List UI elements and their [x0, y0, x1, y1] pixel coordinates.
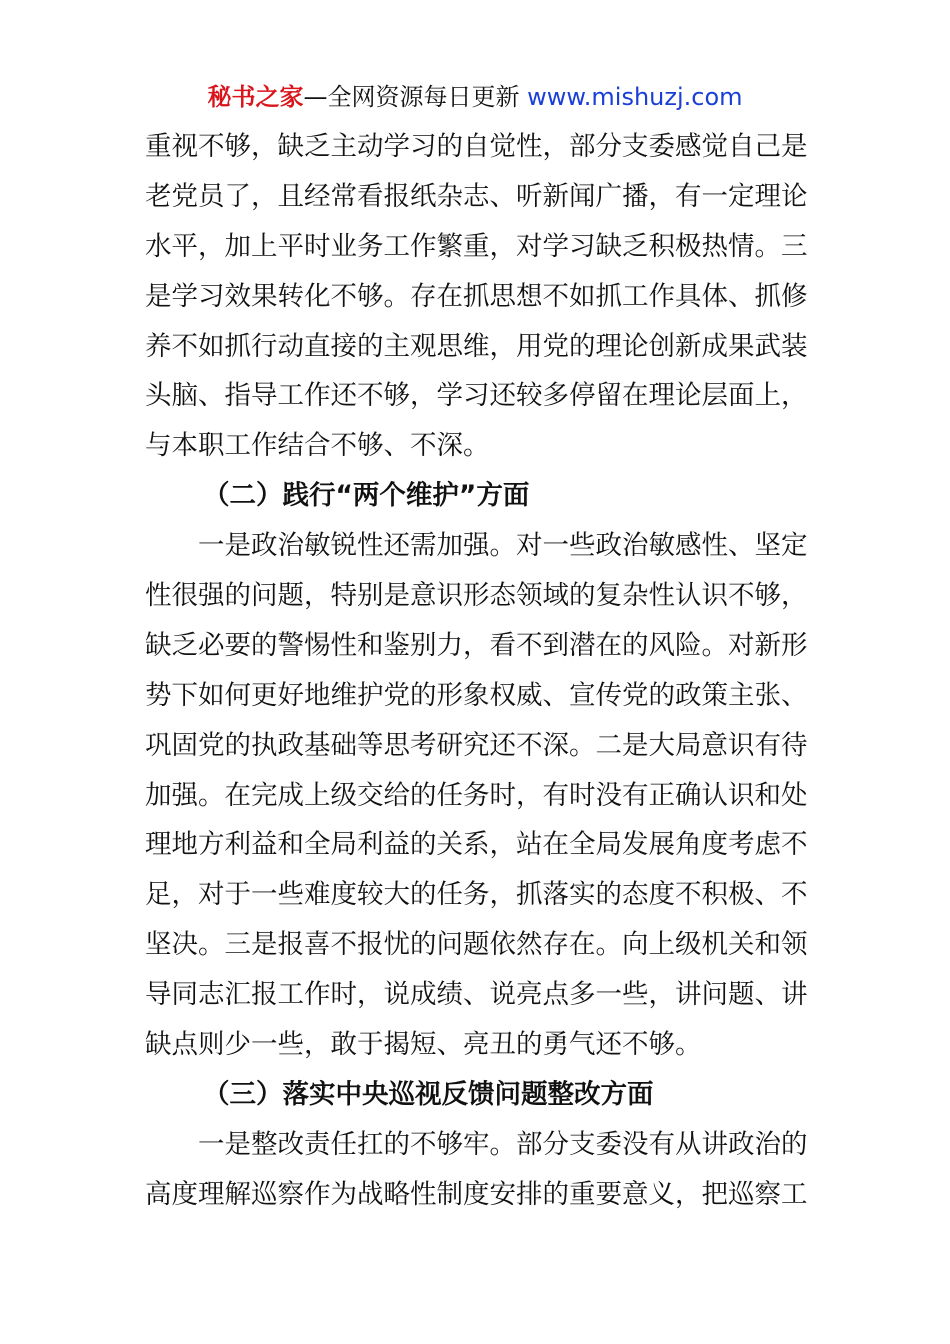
paragraph-start: 一是政治敏锐性还需加强。对一些政治敏感性、坚定 — [198, 530, 808, 562]
page-header — [0, 80, 950, 114]
section-heading-2: （二）践行“两个维护”方面 — [203, 480, 530, 512]
document-body — [145, 122, 810, 1220]
body-line: 是学习效果转化不够。存在抓思想不如抓工作具体、抓修 — [145, 280, 808, 312]
header-slogan: —全网资源每日更新 — [303, 83, 528, 111]
body-line: 加强。在完成上级交给的任务时，有时没有正确认识和处 — [145, 779, 808, 811]
body-line: 势下如何更好地维护党的形象权威、宣传党的政策主张、 — [145, 679, 808, 711]
body-line: 缺点则少一些，敢于揭短、亮丑的勇气还不够。 — [145, 1029, 702, 1061]
body-line: 头脑、指导工作还不够，学习还较多停留在理论层面上， — [145, 380, 808, 412]
section-heading-3: （三）落实中央巡视反馈问题整改方面 — [203, 1078, 654, 1110]
body-line: 老党员了，且经常看报纸杂志、听新闻广播，有一定理论 — [145, 180, 808, 212]
body-line: 与本职工作结合不够、不深。 — [145, 430, 490, 462]
body-line: 性很强的问题，特别是意识形态领域的复杂性认识不够， — [145, 580, 808, 612]
body-line: 足，对于一些难度较大的任务，抓落实的态度不积极、不 — [145, 879, 808, 911]
body-line: 高度理解巡察作为战略性制度安排的重要意义，把巡察工 — [145, 1178, 808, 1210]
website-link[interactable]: www.mishuzj.com — [527, 83, 743, 111]
body-line: 导同志汇报工作时，说成绩、说亮点多一些，讲问题、讲 — [145, 979, 808, 1011]
body-line: 坚决。三是报喜不报忧的问题依然存在。向上级机关和领 — [145, 929, 808, 961]
brand-name: 秘书之家 — [207, 83, 304, 111]
body-line: 水平，加上平时业务工作繁重，对学习缺乏积极热情。三 — [145, 230, 808, 262]
body-line: 缺乏必要的警惕性和鉴别力，看不到潜在的风险。对新形 — [145, 629, 808, 661]
body-line: 养不如抓行动直接的主观思维，用党的理论创新成果武装 — [145, 330, 808, 362]
paragraph-start: 一是整改责任扛的不够牢。部分支委没有从讲政治的 — [198, 1128, 808, 1160]
body-line: 理地方利益和全局利益的关系，站在全局发展角度考虑不 — [145, 829, 808, 861]
body-line: 巩固党的执政基础等思考研究还不深。二是大局意识有待 — [145, 729, 808, 761]
body-line: 重视不够，缺乏主动学习的自觉性，部分支委感觉自己是 — [145, 131, 808, 162]
